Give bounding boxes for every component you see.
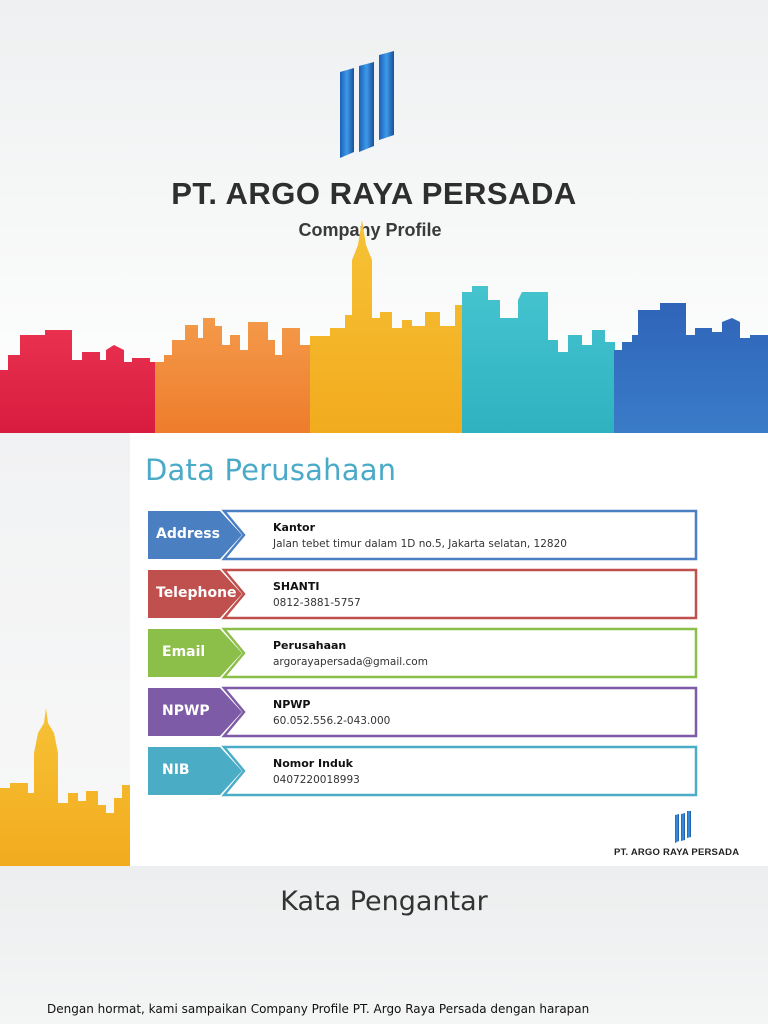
row-value-3: 60.052.556.2-043.000 (273, 715, 391, 727)
row-label-0: Address (156, 526, 220, 542)
city-skyline-icon (0, 0, 768, 433)
row-label-2: Email (162, 644, 206, 660)
preface-title: Kata Pengantar (280, 886, 488, 917)
row-label-3: NPWP (162, 703, 210, 719)
row-heading-3: NPWP (273, 698, 311, 711)
cover-subtitle: Company Profile (298, 220, 442, 240)
row-label-4: NIB (162, 762, 190, 778)
row-heading-0: Kantor (273, 521, 316, 534)
row-value-1: 0812-3881-5757 (273, 597, 361, 609)
row-label-1: Telephone (156, 585, 237, 601)
row-value-2: argorayapersada@gmail.com (273, 656, 428, 668)
preface-slide (0, 866, 768, 1024)
row-frame (224, 688, 696, 736)
row-frame (224, 629, 696, 677)
row-heading-4: Nomor Induk (273, 757, 353, 770)
row-heading-1: SHANTI (273, 580, 320, 593)
row-frame (224, 511, 696, 559)
footer-company-name: PT. ARGO RAYA PERSADA (614, 847, 740, 858)
preface-text: Dengan hormat, kami sampaikan Company Profile PT. Argo Raya Persada dengan harapan (47, 1002, 590, 1016)
cover-slide (0, 0, 768, 433)
company-data-slide (0, 433, 768, 866)
company-name: PT. ARGO RAYA PERSADA (171, 176, 577, 211)
info-rows-graphic (0, 433, 768, 866)
row-heading-2: Perusahaan (273, 639, 347, 652)
row-frame (224, 747, 696, 795)
section-title: Data Perusahaan (145, 453, 397, 487)
row-value-0: Jalan tebet timur dalam 1D no.5, Jakarta selatan, 12820 (273, 538, 567, 550)
row-value-4: 0407220018993 (273, 774, 360, 786)
row-frame (224, 570, 696, 618)
